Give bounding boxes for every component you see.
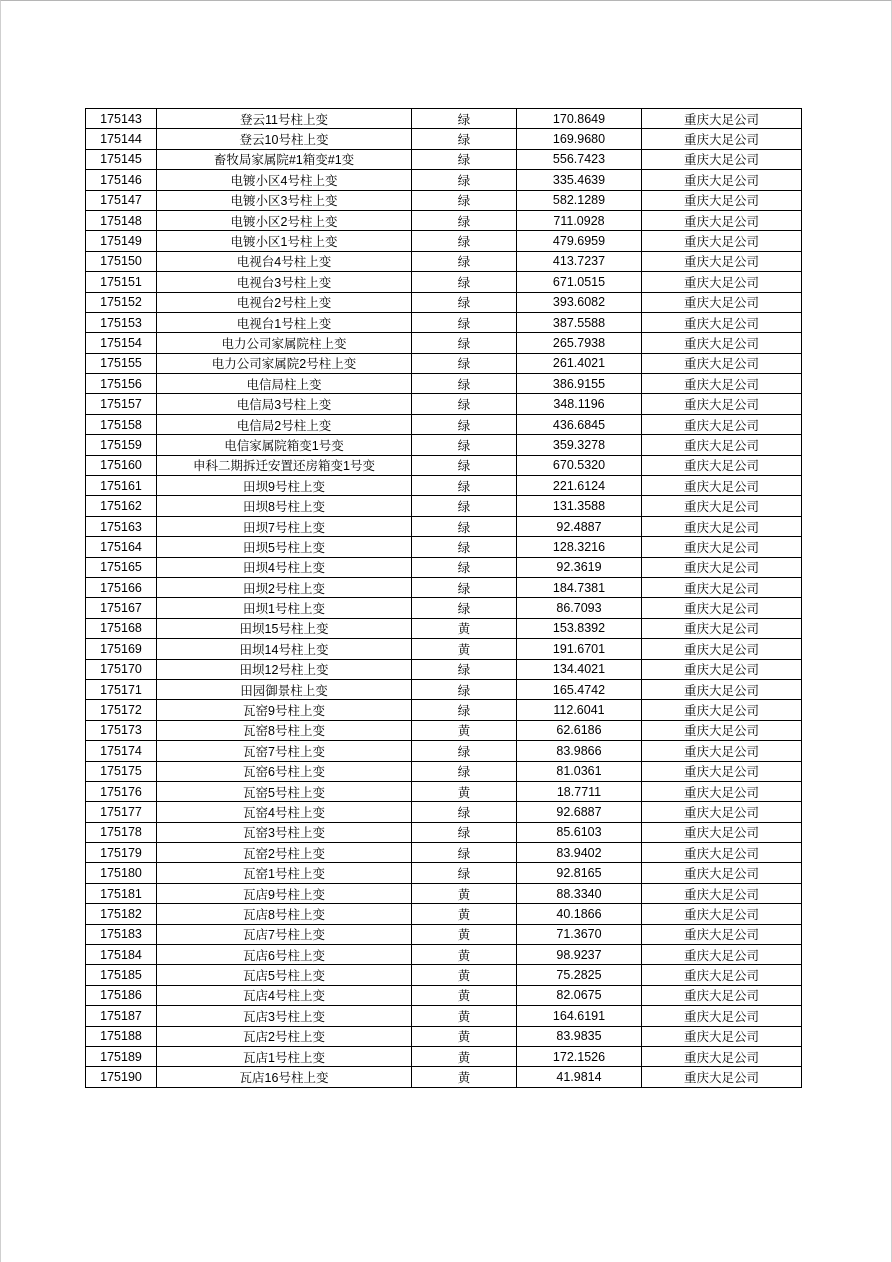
cell-color: 绿: [412, 231, 517, 251]
cell-name: 电视台1号柱上变: [157, 312, 412, 332]
cell-id: 175158: [86, 414, 157, 434]
cell-id: 175170: [86, 659, 157, 679]
table-row: [86, 353, 802, 373]
cell-name: 田坝7号柱上变: [157, 516, 412, 536]
table-row: [86, 924, 802, 944]
cell-name: 瓦窑8号柱上变: [157, 720, 412, 740]
cell-color: 绿: [412, 374, 517, 394]
cell-company: 重庆大足公司: [642, 292, 802, 312]
cell-company: 重庆大足公司: [642, 516, 802, 536]
table-row: [86, 945, 802, 965]
table-row: [86, 720, 802, 740]
cell-name: 田坝5号柱上变: [157, 537, 412, 557]
table-row: [86, 374, 802, 394]
cell-color: 绿: [412, 741, 517, 761]
cell-color: 绿: [412, 557, 517, 577]
cell-value: 83.9835: [517, 1026, 642, 1046]
cell-color: 绿: [412, 129, 517, 149]
table-row: [86, 863, 802, 883]
cell-company: 重庆大足公司: [642, 557, 802, 577]
cell-id: 175165: [86, 557, 157, 577]
cell-id: 175157: [86, 394, 157, 414]
cell-value: 348.1196: [517, 394, 642, 414]
cell-color: 绿: [412, 455, 517, 475]
cell-name: 瓦店2号柱上变: [157, 1026, 412, 1046]
cell-color: 绿: [412, 435, 517, 455]
cell-value: 92.3619: [517, 557, 642, 577]
cell-color: 黄: [412, 1067, 517, 1087]
cell-color: 黄: [412, 965, 517, 985]
cell-name: 登云10号柱上变: [157, 129, 412, 149]
cell-color: 绿: [412, 516, 517, 536]
cell-color: 绿: [412, 802, 517, 822]
cell-color: 绿: [412, 863, 517, 883]
cell-value: 41.9814: [517, 1067, 642, 1087]
table-row: [86, 170, 802, 190]
cell-color: 黄: [412, 924, 517, 944]
cell-id: 175146: [86, 170, 157, 190]
cell-color: 绿: [412, 190, 517, 210]
table-row: [86, 883, 802, 903]
cell-color: 绿: [412, 251, 517, 271]
cell-color: 绿: [412, 333, 517, 353]
cell-value: 479.6959: [517, 231, 642, 251]
table-row: [86, 231, 802, 251]
cell-name: 瓦店8号柱上变: [157, 904, 412, 924]
cell-value: 62.6186: [517, 720, 642, 740]
cell-id: 175162: [86, 496, 157, 516]
cell-color: 绿: [412, 414, 517, 434]
cell-name: 瓦窑5号柱上变: [157, 781, 412, 801]
cell-company: 重庆大足公司: [642, 659, 802, 679]
cell-company: 重庆大足公司: [642, 149, 802, 169]
cell-color: 黄: [412, 618, 517, 638]
table-row: [86, 659, 802, 679]
cell-name: 瓦窑6号柱上变: [157, 761, 412, 781]
table-row: [86, 965, 802, 985]
cell-company: 重庆大足公司: [642, 781, 802, 801]
cell-color: 黄: [412, 1026, 517, 1046]
cell-company: 重庆大足公司: [642, 272, 802, 292]
table-row: [86, 476, 802, 496]
cell-color: 黄: [412, 720, 517, 740]
cell-value: 359.3278: [517, 435, 642, 455]
cell-value: 131.3588: [517, 496, 642, 516]
cell-company: 重庆大足公司: [642, 333, 802, 353]
cell-value: 387.5588: [517, 312, 642, 332]
cell-id: 175190: [86, 1067, 157, 1087]
cell-id: 175184: [86, 945, 157, 965]
cell-value: 335.4639: [517, 170, 642, 190]
table-row: [86, 639, 802, 659]
cell-company: 重庆大足公司: [642, 170, 802, 190]
cell-id: 175166: [86, 577, 157, 597]
cell-company: 重庆大足公司: [642, 1046, 802, 1066]
table-row: [86, 435, 802, 455]
cell-id: 175178: [86, 822, 157, 842]
cell-id: 175174: [86, 741, 157, 761]
cell-company: 重庆大足公司: [642, 945, 802, 965]
cell-name: 田坝9号柱上变: [157, 476, 412, 496]
cell-id: 175188: [86, 1026, 157, 1046]
cell-id: 175175: [86, 761, 157, 781]
table-row: [86, 414, 802, 434]
table-row: [86, 129, 802, 149]
cell-value: 18.7711: [517, 781, 642, 801]
cell-id: 175185: [86, 965, 157, 985]
cell-id: 175149: [86, 231, 157, 251]
table-row: [86, 781, 802, 801]
cell-id: 175168: [86, 618, 157, 638]
cell-value: 556.7423: [517, 149, 642, 169]
cell-value: 184.7381: [517, 577, 642, 597]
table-row: [86, 904, 802, 924]
cell-name: 田坝12号柱上变: [157, 659, 412, 679]
cell-company: 重庆大足公司: [642, 965, 802, 985]
cell-value: 83.9402: [517, 843, 642, 863]
table-row: [86, 843, 802, 863]
cell-name: 田坝15号柱上变: [157, 618, 412, 638]
cell-name: 电信局3号柱上变: [157, 394, 412, 414]
table-row: [86, 1067, 802, 1087]
cell-color: 黄: [412, 639, 517, 659]
cell-value: 265.7938: [517, 333, 642, 353]
cell-company: 重庆大足公司: [642, 455, 802, 475]
cell-company: 重庆大足公司: [642, 863, 802, 883]
table-row: [86, 333, 802, 353]
cell-company: 重庆大足公司: [642, 109, 802, 129]
cell-company: 重庆大足公司: [642, 312, 802, 332]
cell-value: 671.0515: [517, 272, 642, 292]
table-body: [86, 109, 802, 1088]
cell-id: 175150: [86, 251, 157, 271]
cell-color: 绿: [412, 312, 517, 332]
table-row: [86, 312, 802, 332]
cell-color: 黄: [412, 904, 517, 924]
cell-name: 田坝14号柱上变: [157, 639, 412, 659]
cell-name: 电力公司家属院柱上变: [157, 333, 412, 353]
cell-id: 175176: [86, 781, 157, 801]
cell-value: 85.6103: [517, 822, 642, 842]
cell-id: 175155: [86, 353, 157, 373]
cell-color: 绿: [412, 700, 517, 720]
cell-id: 175156: [86, 374, 157, 394]
table-row: [86, 985, 802, 1005]
cell-company: 重庆大足公司: [642, 720, 802, 740]
cell-value: 92.8165: [517, 863, 642, 883]
cell-company: 重庆大足公司: [642, 1026, 802, 1046]
cell-value: 112.6041: [517, 700, 642, 720]
cell-value: 169.9680: [517, 129, 642, 149]
cell-company: 重庆大足公司: [642, 1067, 802, 1087]
cell-company: 重庆大足公司: [642, 904, 802, 924]
table-row: [86, 455, 802, 475]
cell-value: 153.8392: [517, 618, 642, 638]
cell-value: 170.8649: [517, 109, 642, 129]
cell-company: 重庆大足公司: [642, 883, 802, 903]
cell-color: 绿: [412, 476, 517, 496]
cell-name: 电镀小区3号柱上变: [157, 190, 412, 210]
cell-id: 175164: [86, 537, 157, 557]
cell-id: 175159: [86, 435, 157, 455]
cell-id: 175147: [86, 190, 157, 210]
cell-id: 175182: [86, 904, 157, 924]
cell-company: 重庆大足公司: [642, 822, 802, 842]
cell-value: 92.4887: [517, 516, 642, 536]
cell-name: 瓦店7号柱上变: [157, 924, 412, 944]
cell-value: 81.0361: [517, 761, 642, 781]
cell-value: 191.6701: [517, 639, 642, 659]
cell-name: 田坝8号柱上变: [157, 496, 412, 516]
cell-company: 重庆大足公司: [642, 394, 802, 414]
cell-value: 413.7237: [517, 251, 642, 271]
cell-id: 175183: [86, 924, 157, 944]
cell-id: 175160: [86, 455, 157, 475]
cell-color: 绿: [412, 210, 517, 230]
cell-color: 绿: [412, 679, 517, 699]
cell-value: 98.9237: [517, 945, 642, 965]
cell-value: 670.5320: [517, 455, 642, 475]
cell-company: 重庆大足公司: [642, 577, 802, 597]
cell-company: 重庆大足公司: [642, 210, 802, 230]
table-row: [86, 516, 802, 536]
cell-company: 重庆大足公司: [642, 435, 802, 455]
cell-id: 175171: [86, 679, 157, 699]
cell-name: 电视台3号柱上变: [157, 272, 412, 292]
cell-company: 重庆大足公司: [642, 639, 802, 659]
cell-company: 重庆大足公司: [642, 537, 802, 557]
cell-id: 175167: [86, 598, 157, 618]
cell-name: 瓦窑1号柱上变: [157, 863, 412, 883]
cell-color: 绿: [412, 292, 517, 312]
cell-name: 申科二期拆迁安置还房箱变1号变: [157, 455, 412, 475]
cell-value: 71.3670: [517, 924, 642, 944]
cell-color: 绿: [412, 537, 517, 557]
cell-company: 重庆大足公司: [642, 598, 802, 618]
cell-color: 绿: [412, 272, 517, 292]
cell-value: 86.7093: [517, 598, 642, 618]
cell-color: 绿: [412, 394, 517, 414]
cell-color: 绿: [412, 598, 517, 618]
cell-name: 瓦店1号柱上变: [157, 1046, 412, 1066]
cell-value: 164.6191: [517, 1006, 642, 1026]
transformer-data-table: [85, 108, 802, 1088]
cell-value: 83.9866: [517, 741, 642, 761]
cell-value: 128.3216: [517, 537, 642, 557]
table-row: [86, 292, 802, 312]
table-row: [86, 496, 802, 516]
table-row: [86, 761, 802, 781]
cell-company: 重庆大足公司: [642, 1006, 802, 1026]
cell-id: 175144: [86, 129, 157, 149]
table-row: [86, 149, 802, 169]
cell-company: 重庆大足公司: [642, 231, 802, 251]
cell-color: 绿: [412, 659, 517, 679]
cell-company: 重庆大足公司: [642, 190, 802, 210]
cell-company: 重庆大足公司: [642, 741, 802, 761]
cell-company: 重庆大足公司: [642, 985, 802, 1005]
cell-value: 711.0928: [517, 210, 642, 230]
cell-value: 88.3340: [517, 883, 642, 903]
cell-id: 175177: [86, 802, 157, 822]
cell-color: 绿: [412, 170, 517, 190]
table-row: [86, 251, 802, 271]
cell-color: 绿: [412, 109, 517, 129]
cell-color: 绿: [412, 761, 517, 781]
cell-value: 436.6845: [517, 414, 642, 434]
cell-name: 电力公司家属院2号柱上变: [157, 353, 412, 373]
cell-company: 重庆大足公司: [642, 374, 802, 394]
table-row: [86, 598, 802, 618]
table-row: [86, 190, 802, 210]
cell-color: 黄: [412, 985, 517, 1005]
cell-value: 134.4021: [517, 659, 642, 679]
cell-value: 82.0675: [517, 985, 642, 1005]
cell-name: 田坝1号柱上变: [157, 598, 412, 618]
cell-name: 田坝2号柱上变: [157, 577, 412, 597]
table-row: [86, 822, 802, 842]
table-row: [86, 802, 802, 822]
cell-name: 瓦窑9号柱上变: [157, 700, 412, 720]
cell-color: 绿: [412, 149, 517, 169]
cell-id: 175154: [86, 333, 157, 353]
cell-value: 221.6124: [517, 476, 642, 496]
cell-value: 393.6082: [517, 292, 642, 312]
cell-name: 瓦窑3号柱上变: [157, 822, 412, 842]
cell-color: 绿: [412, 496, 517, 516]
table-row: [86, 210, 802, 230]
table-row: [86, 537, 802, 557]
cell-id: 175143: [86, 109, 157, 129]
cell-company: 重庆大足公司: [642, 843, 802, 863]
cell-name: 瓦店9号柱上变: [157, 883, 412, 903]
cell-name: 瓦店16号柱上变: [157, 1067, 412, 1087]
cell-id: 175151: [86, 272, 157, 292]
cell-company: 重庆大足公司: [642, 802, 802, 822]
cell-company: 重庆大足公司: [642, 496, 802, 516]
cell-company: 重庆大足公司: [642, 679, 802, 699]
cell-company: 重庆大足公司: [642, 476, 802, 496]
table-row: [86, 272, 802, 292]
cell-color: 黄: [412, 1046, 517, 1066]
cell-name: 瓦窑7号柱上变: [157, 741, 412, 761]
cell-name: 电信局2号柱上变: [157, 414, 412, 434]
cell-id: 175189: [86, 1046, 157, 1066]
cell-company: 重庆大足公司: [642, 700, 802, 720]
cell-value: 40.1866: [517, 904, 642, 924]
cell-name: 电信局柱上变: [157, 374, 412, 394]
cell-id: 175161: [86, 476, 157, 496]
cell-color: 黄: [412, 1006, 517, 1026]
cell-id: 175169: [86, 639, 157, 659]
cell-id: 175187: [86, 1006, 157, 1026]
cell-value: 75.2825: [517, 965, 642, 985]
cell-company: 重庆大足公司: [642, 924, 802, 944]
cell-color: 绿: [412, 822, 517, 842]
cell-name: 田坝4号柱上变: [157, 557, 412, 577]
cell-value: 92.6887: [517, 802, 642, 822]
cell-value: 582.1289: [517, 190, 642, 210]
cell-color: 黄: [412, 945, 517, 965]
table-row: [86, 1046, 802, 1066]
cell-company: 重庆大足公司: [642, 618, 802, 638]
cell-value: 172.1526: [517, 1046, 642, 1066]
cell-id: 175173: [86, 720, 157, 740]
cell-name: 电视台4号柱上变: [157, 251, 412, 271]
cell-color: 黄: [412, 781, 517, 801]
cell-name: 畜牧局家属院#1箱变#1变: [157, 149, 412, 169]
cell-name: 电信家属院箱变1号变: [157, 435, 412, 455]
table-row: [86, 741, 802, 761]
cell-value: 386.9155: [517, 374, 642, 394]
cell-id: 175163: [86, 516, 157, 536]
cell-color: 绿: [412, 843, 517, 863]
table-row: [86, 109, 802, 129]
table-row: [86, 618, 802, 638]
table-row: [86, 679, 802, 699]
cell-name: 瓦窑2号柱上变: [157, 843, 412, 863]
cell-name: 瓦店4号柱上变: [157, 985, 412, 1005]
cell-color: 绿: [412, 353, 517, 373]
cell-id: 175180: [86, 863, 157, 883]
cell-id: 175179: [86, 843, 157, 863]
table-row: [86, 700, 802, 720]
cell-id: 175153: [86, 312, 157, 332]
cell-id: 175152: [86, 292, 157, 312]
cell-id: 175148: [86, 210, 157, 230]
cell-name: 瓦店3号柱上变: [157, 1006, 412, 1026]
cell-name: 田园御景柱上变: [157, 679, 412, 699]
cell-id: 175186: [86, 985, 157, 1005]
cell-name: 瓦窑4号柱上变: [157, 802, 412, 822]
cell-company: 重庆大足公司: [642, 761, 802, 781]
cell-name: 电镀小区2号柱上变: [157, 210, 412, 230]
cell-value: 261.4021: [517, 353, 642, 373]
cell-id: 175145: [86, 149, 157, 169]
table-row: [86, 1026, 802, 1046]
cell-name: 瓦店6号柱上变: [157, 945, 412, 965]
cell-color: 绿: [412, 577, 517, 597]
cell-name: 电镀小区4号柱上变: [157, 170, 412, 190]
cell-company: 重庆大足公司: [642, 251, 802, 271]
cell-id: 175181: [86, 883, 157, 903]
table-row: [86, 394, 802, 414]
cell-name: 瓦店5号柱上变: [157, 965, 412, 985]
cell-value: 165.4742: [517, 679, 642, 699]
table-row: [86, 557, 802, 577]
cell-id: 175172: [86, 700, 157, 720]
table-row: [86, 577, 802, 597]
cell-name: 电视台2号柱上变: [157, 292, 412, 312]
cell-color: 黄: [412, 883, 517, 903]
cell-company: 重庆大足公司: [642, 414, 802, 434]
cell-company: 重庆大足公司: [642, 129, 802, 149]
cell-name: 电镀小区1号柱上变: [157, 231, 412, 251]
cell-company: 重庆大足公司: [642, 353, 802, 373]
cell-name: 登云11号柱上变: [157, 109, 412, 129]
table-row: [86, 1006, 802, 1026]
